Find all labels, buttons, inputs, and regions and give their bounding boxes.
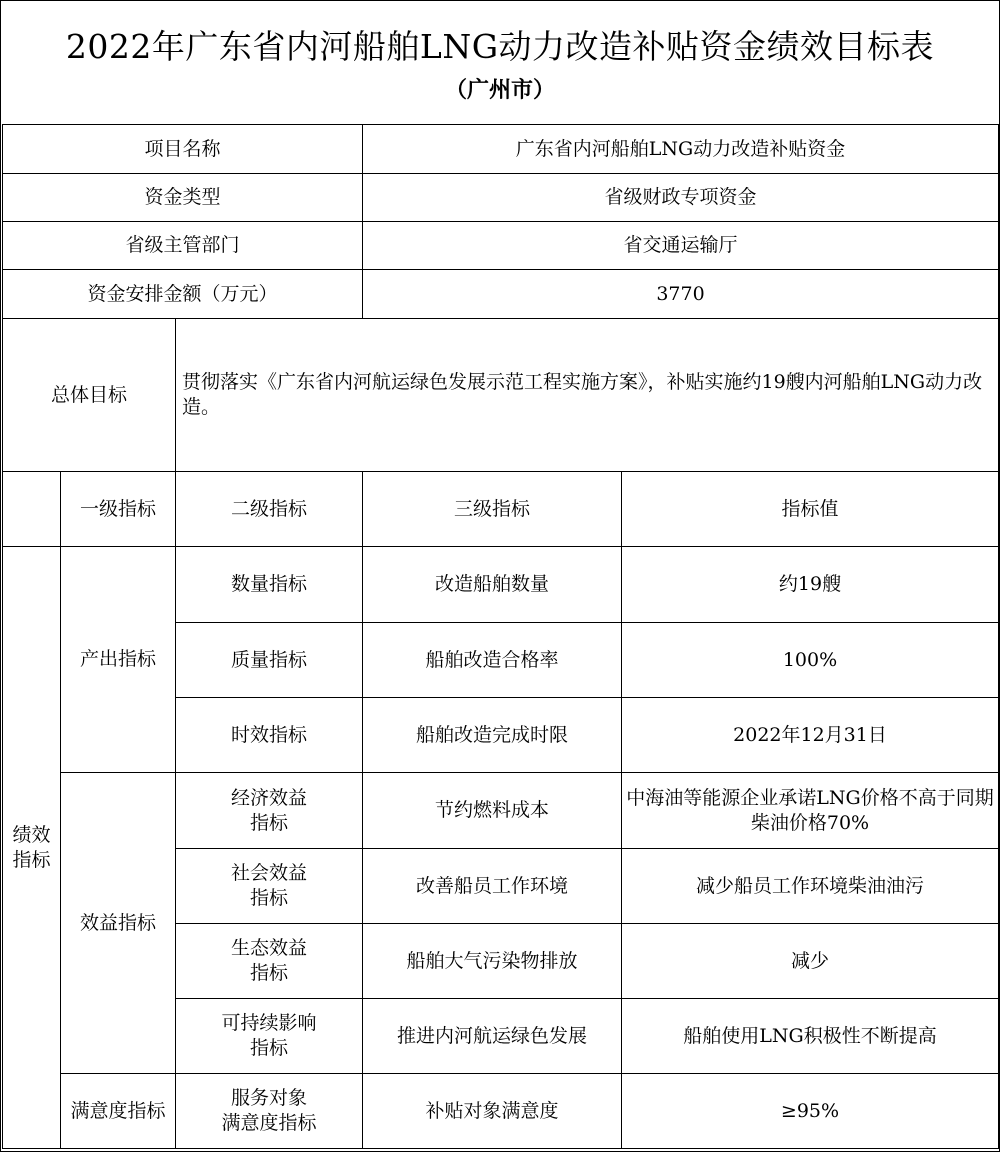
value-cell: 减少船员工作环境柴油油污 bbox=[622, 849, 999, 924]
output-indicator-label: 产出指标 bbox=[61, 547, 176, 773]
table-row bbox=[3, 773, 999, 849]
level3-cell: 改善船员工作环境 bbox=[363, 849, 622, 924]
row-project-name bbox=[3, 125, 999, 174]
value-cell: 100% bbox=[622, 623, 999, 698]
performance-target-table bbox=[2, 124, 999, 1149]
level2-cell: 可持续影响 指标 bbox=[176, 999, 363, 1074]
level2-cell: 时效指标 bbox=[176, 698, 363, 773]
value-cell: ≥95% bbox=[622, 1074, 999, 1149]
department-value: 省交通运输厅 bbox=[363, 222, 999, 270]
amount-label: 资金安排金额（万元） bbox=[3, 270, 363, 319]
row-table-header bbox=[3, 472, 999, 547]
row-fund-type bbox=[3, 174, 999, 222]
overall-goal-label: 总体目标 bbox=[3, 319, 176, 472]
header-value: 指标值 bbox=[622, 472, 999, 547]
level3-cell: 船舶大气污染物排放 bbox=[363, 924, 622, 999]
overall-goal-text: 贯彻落实《广东省内河航运绿色发展示范工程实施方案》，补贴实施约19艘内河船舶LNG动力改造。 bbox=[176, 319, 999, 472]
row-overall-goal bbox=[3, 319, 999, 472]
level2-cell: 质量指标 bbox=[176, 623, 363, 698]
department-label: 省级主管部门 bbox=[3, 222, 363, 270]
row-department bbox=[3, 222, 999, 270]
level2-cell: 服务对象 满意度指标 bbox=[176, 1074, 363, 1149]
header-level1: 一级指标 bbox=[61, 472, 176, 547]
fund-type-label: 资金类型 bbox=[3, 174, 363, 222]
table-row bbox=[3, 1074, 999, 1149]
value-cell: 2022年12月31日 bbox=[622, 698, 999, 773]
row-amount bbox=[3, 270, 999, 319]
amount-value: 3770 bbox=[363, 270, 999, 319]
document-title: 2022年广东省内河船舶LNG动力改造补贴资金绩效目标表 bbox=[65, 27, 935, 66]
table-row bbox=[3, 547, 999, 623]
header-level2: 二级指标 bbox=[176, 472, 363, 547]
project-name-value: 广东省内河船舶LNG动力改造补贴资金 bbox=[363, 125, 999, 174]
level3-cell: 船舶改造完成时限 bbox=[363, 698, 622, 773]
level2-cell: 社会效益 指标 bbox=[176, 849, 363, 924]
fund-type-value: 省级财政专项资金 bbox=[363, 174, 999, 222]
header-level3: 三级指标 bbox=[363, 472, 622, 547]
value-cell: 中海油等能源企业承诺LNG价格不高于同期柴油价格70% bbox=[622, 773, 999, 849]
level2-cell: 生态效益 指标 bbox=[176, 924, 363, 999]
satisfaction-indicator-label: 满意度指标 bbox=[61, 1074, 176, 1149]
project-name-label: 项目名称 bbox=[3, 125, 363, 174]
value-cell: 船舶使用LNG积极性不断提高 bbox=[622, 999, 999, 1074]
level3-cell: 改造船舶数量 bbox=[363, 547, 622, 623]
level3-cell: 船舶改造合格率 bbox=[363, 623, 622, 698]
performance-label: 绩效 指标 bbox=[12, 823, 51, 871]
level3-cell: 补贴对象满意度 bbox=[363, 1074, 622, 1149]
level3-cell: 节约燃料成本 bbox=[363, 773, 622, 849]
level2-cell: 经济效益 指标 bbox=[176, 773, 363, 849]
value-cell: 约19艘 bbox=[622, 547, 999, 623]
value-cell: 减少 bbox=[622, 924, 999, 999]
document-subtitle: （广州市） bbox=[444, 77, 555, 103]
performance-label-cell bbox=[3, 472, 61, 1149]
level2-cell: 数量指标 bbox=[176, 547, 363, 623]
benefit-indicator-label: 效益指标 bbox=[61, 773, 176, 1074]
level3-cell: 推进内河航运绿色发展 bbox=[363, 999, 622, 1074]
